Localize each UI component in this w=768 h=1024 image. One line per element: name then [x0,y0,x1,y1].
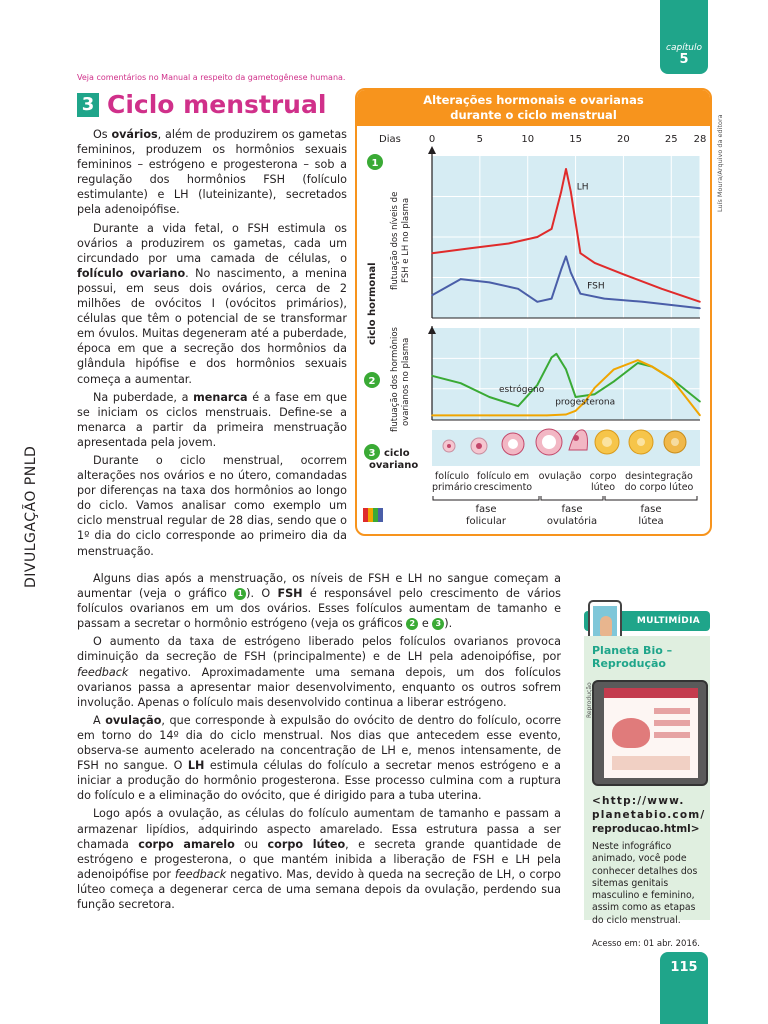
top-note: Veja comentários no Manual a respeito da gametogênese humana. [77,73,346,82]
hormone-chart [357,90,712,536]
data-point [489,415,491,417]
graph-3-marker: 3 [432,618,444,630]
data-point [594,262,596,264]
data-point [671,304,673,306]
figure-title-line2: durante o ciclo menstrual [450,108,617,122]
x-tick-label: 28 [693,134,707,145]
chapter-tab [660,0,708,74]
days-label: Dias [379,134,401,145]
x-tick-label: 5 [476,134,484,145]
multimedia-header: MULTIMÍDIA [584,611,710,631]
data-point [431,375,433,377]
data-point [637,359,639,361]
phase-label: fase [640,504,662,515]
data-point [699,401,701,403]
data-point [537,236,539,238]
data-point [661,288,663,290]
phase-bracket-follicular [433,496,539,500]
data-point [551,298,553,300]
series-label: estrógeno [499,385,545,396]
data-point [537,301,539,303]
paragraph: Durante o ciclo menstrual, ocorrem alterações nos ovários e no útero, comandadas por diferenças na taxa dos hormônios ao longo do ciclo. Vamos analisar como exemplo um ciclo menstrual regular de 28 dias, sendo que o 1º dia do ciclo corresponde ao primeiro dia da menstruação. [77,453,347,558]
ovarian-cycle-line2: ovariano [369,460,419,471]
axis1-label-line2: FSH e LH no plasma [401,197,411,283]
section-title [77,90,326,119]
data-point [556,353,558,355]
phase-bracket-ovulatory [541,496,603,500]
data-point [604,298,606,300]
reproduction-label: Reprodução [586,682,593,718]
ovarian-cycle-line1: ciclo [384,448,410,459]
figure-title-line1: Alterações hormonais e ovarianas [423,93,644,107]
phase-label: lútea [638,516,664,527]
data-point [570,272,572,274]
paragraph: Alguns dias após a menstruação, os níveis de FSH e LH no sangue começam a aumentar (veja o gráfico 1 ). O FSH é responsável pelo crescimento de vários folículos ovarianos em um dos ovários. Esses folículos aumentam de tamanho e passam a secretar o hormônio estrógeno (veja os gráficos 2 e 3 ). [77,572,561,631]
data-point [613,381,615,383]
data-point [565,256,567,258]
x-tick-label: 20 [617,134,630,145]
phase-brackets [433,496,697,500]
chapter-number: 5 [679,52,689,67]
paragraph: Durante a vida fetal, o FSH estimula os ovários a produzirem os gametas, cada um circundado por uma camada de células, o folículo ovariano. No nascimento, a menina possui, em seus dois ovários, cerca de 2 milhões de ovócitos I (ovócitos primários), células que têm o potencial de se transformar em óvulos. Muitas degeneram até a puberdade, época em que a secreção dos hormônios da glândula hipófise e dos hormônios sexuais começa a aumentar. [77,221,347,386]
data-point [560,191,562,193]
x-tick-label: 0 [428,134,436,145]
data-point [517,405,519,407]
column-text [77,127,347,562]
series-label: progesterona [555,397,616,408]
data-point [470,248,472,250]
paragraph: O aumento da taxa de estrógeno liberado pelos folículos ovarianos provoca diminuição da secreção de FSH (principalmente) e de LH pela adenoipófise, por feedback negativo. Aproximadamente uma semana depois, um dos folículos ovarianos passa a apresentar maior desenvolvimento, enquanto os outros sofrem involução. Apenas o folículo mais desenvolvido continua a liberar estrógeno. [77,635,561,709]
data-point [699,308,701,310]
paragraph: Logo após a ovulação, as células do folículo aumentam de tamanho e passam a armazenar lipídios, adquirindo aspecto amarelado. Essa estrutura passa a ser chamada corpo amarelo ou corpo lúteo, e secreta grande quantidade de estrógeno e progesterona, o que mantém inibida a liberação de FSH e LH pela adenoipófise por feedback negativo. Mas, devido à queda na secreção de LH, o corpo lúteo começa a degenerar cerca de uma semana depois da ovulação, perdendo sua função secretora. [77,807,561,911]
chapter-label: capítulo [666,43,702,53]
stage-label: desintegração [625,471,693,482]
marker-3-label: 3 [368,448,376,459]
data-point [623,274,625,276]
data-point [551,357,553,359]
marker-2-label: 2 [368,376,376,387]
phase-label: ovulatória [546,516,598,527]
stage-labels [432,471,694,493]
x-tick-label: 10 [521,134,535,145]
x-tick-label: 15 [569,134,582,145]
stage-label: folículo em [476,471,530,482]
paragraph: A ovulação, que corresponde à expulsão do ovócito de dentro do folículo, ocorre em torno do 14º dia do ciclo menstrual. Nos dias que antecedem esse evento, observa-se aumento acelerado na concentração de LH e, menos intensamente, de FSH no sangue. O LH estimula células do folículo a secretar menos estrógeno e a iniciar a produção do hormônio progesterona. Esse processo culmina com a ruptura do folículo e a eliminação do ovócito, que é dirigido para a tuba uterina. [77,713,562,803]
stage-label: corpo [589,471,617,482]
hormonal-cycle-label: ciclo hormonal [367,262,378,345]
series-label: FSH [587,281,605,292]
data-point [460,382,462,384]
data-point [517,288,519,290]
data-point [431,415,433,417]
data-point [637,362,639,364]
multimedia-access-date: Acesso em: 01 abr. 2016. [592,939,700,949]
graph-2-marker: 2 [406,618,418,630]
stage-label: crescimento [473,482,533,493]
multimedia-url[interactable]: <http://www. planetabio.com/ reproducao.html> [592,795,706,835]
data-point [613,369,615,371]
data-point [489,282,491,284]
figure-credit: Luís Moura/Arquivo da editora [716,114,724,212]
multimedia-title: Planeta Bio – Reprodução [592,644,673,670]
stage-label: folículo [434,471,470,482]
data-point [431,252,433,254]
data-point [565,414,567,416]
data-point [560,269,562,271]
paragraph: Na puberdade, a menarca é a fase em que se iniciam os ciclos menstruais. Define-se a menarca a partir da primeira menstruação apresentada pela jovem. [77,390,347,449]
stage-label: lúteo [590,482,616,493]
data-point [489,396,491,398]
section-heading: Ciclo menstrual [107,90,327,119]
multimedia-content [584,636,710,949]
data-point [580,252,582,254]
series-label: LH [576,182,589,193]
marker-1-label: 1 [371,158,379,169]
axis1-label-line1: flutuação dos níveis de [390,191,400,290]
phase-bracket-luteal [605,496,697,500]
x-ticks [429,134,707,145]
phase-labels [466,504,664,527]
data-point [570,191,572,193]
data-point [565,168,567,170]
phase-label: folicular [465,516,507,527]
page-number: 115 [660,952,708,1024]
phase-label: fase [475,504,497,515]
x-tick-label: 25 [664,134,678,145]
data-point [551,228,553,230]
stage-label: primário [431,482,473,493]
website-screenshot [592,680,708,786]
data-point [594,393,596,395]
data-point [431,295,433,297]
paragraph: Os ovários, além de produzirem os gametas femininos, produzem os hormônios sexuais femininos – estrógeno e progesterona – sob a regulação dos hormônios FSH (folículo estimulante) e LH (luteinizante), secretados pela adenoipófise. [77,128,347,217]
color-wheel-icon [363,508,383,522]
data-point [642,301,644,303]
data-point [699,415,701,417]
axis2-label-line1: flutuação dos hormônios [390,327,400,432]
data-point [580,293,582,295]
multimedia-description: Neste infográfico animado, você pode conhecer detalhes dos sitemas genitais masculino e feminino, assim como as etapas do ciclo menstrual. [592,841,698,926]
side-label: DIVULGAÇÃO PNLD [23,445,39,588]
y-axis-1-arrow [428,146,436,154]
data-point [565,369,567,371]
data-point [508,243,510,245]
data-point [594,387,596,389]
data-point [575,410,577,412]
stage-label: do corpo lúteo [624,482,694,493]
axis2-label-line2: ovarianos no plasma [401,337,411,426]
data-point [699,301,701,303]
stage-label: ovulação [538,471,582,482]
data-point [460,278,462,280]
section-number: 3 [77,93,99,117]
full-width-text [77,571,561,915]
phase-label: fase [561,504,583,515]
data-point [671,378,673,380]
graph-1-marker: 1 [234,588,246,600]
data-point [651,366,653,368]
data-point [546,415,548,417]
multimedia-box [566,600,710,949]
hormone-figure [355,88,712,536]
